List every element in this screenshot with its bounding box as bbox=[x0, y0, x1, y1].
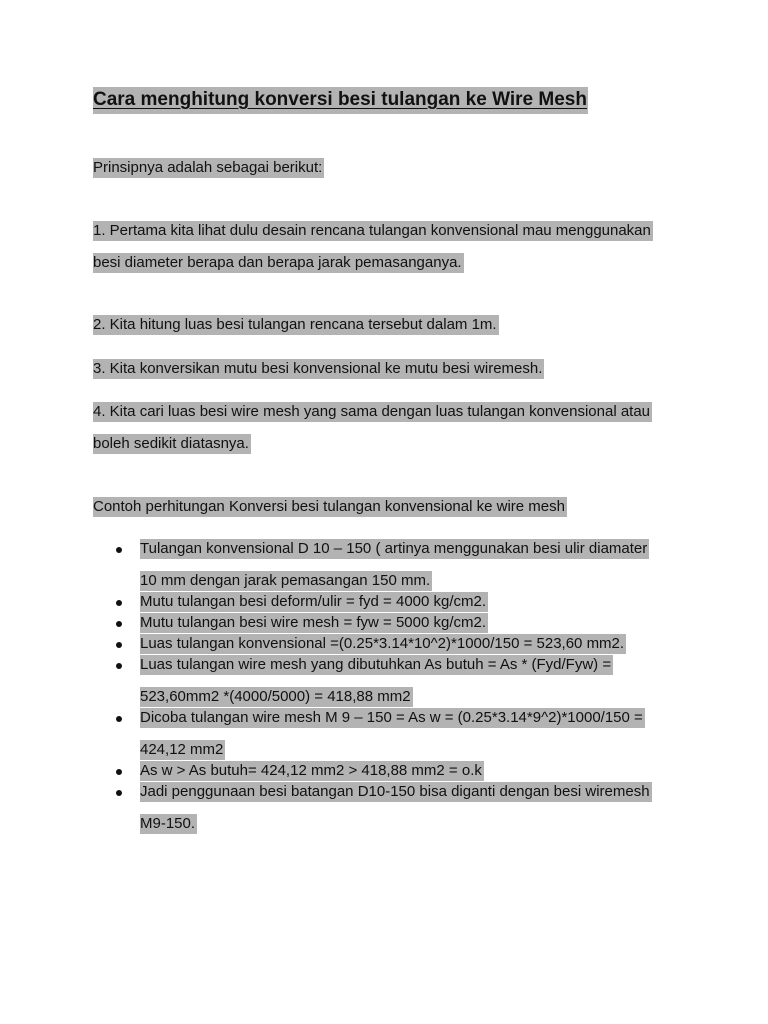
bullet-dot-1 bbox=[116, 547, 122, 553]
step-4-line-2-text: boleh sedikit diatasnya. bbox=[93, 435, 249, 452]
bullet-dot-3 bbox=[116, 621, 122, 627]
bullet-6-line-1-text: Dicoba tulangan wire mesh M 9 – 150 = As w = (0.25*3.14*9^2)*1000/150 = bbox=[140, 709, 643, 726]
title-text: Cara menghitung konversi besi tulangan ke Wire Mesh bbox=[93, 87, 588, 114]
example-heading bbox=[93, 498, 567, 515]
intro-highlight: Prinsipnya adalah sebagai berikut: bbox=[93, 159, 323, 176]
bullet-8-line-1-text: Jadi penggunaan besi batangan D10-150 bisa diganti dengan besi wiremesh bbox=[140, 783, 650, 800]
step-1-line-2 bbox=[93, 254, 464, 271]
bullet-8-line-1 bbox=[140, 783, 652, 800]
step-1-line-2-text: besi diameter berapa dan berapa jarak pemasanganya. bbox=[93, 254, 462, 271]
bullet-4-line-1-text: Luas tulangan konvensional =(0.25*3.14*10^2)*1000/150 = 523,60 mm2. bbox=[140, 635, 625, 652]
step-4-line-1-text: 4. Kita cari luas besi wire mesh yang sama dengan luas tulangan konvensional atau bbox=[93, 403, 651, 420]
document-title bbox=[93, 89, 588, 111]
bullet-dot-8 bbox=[116, 790, 122, 796]
bullet-dot-2 bbox=[116, 600, 122, 606]
bullet-7-line-1 bbox=[140, 762, 484, 779]
bullet-1-line-1 bbox=[140, 540, 649, 557]
step-2-line-1 bbox=[93, 316, 499, 333]
bullet-1-line-1-text: Tulangan konvensional D 10 – 150 ( artinya menggunakan besi ulir diamater bbox=[140, 540, 648, 557]
bullet-6-line-2 bbox=[140, 741, 225, 758]
bullet-dot-5 bbox=[116, 663, 122, 669]
bullet-5-line-1-text: Luas tulangan wire mesh yang dibutuhkan As butuh = As * (Fyd/Fyw) = bbox=[140, 656, 612, 673]
bullet-1-line-2 bbox=[140, 572, 432, 589]
bullet-8-line-2 bbox=[140, 815, 197, 832]
bullet-5-line-2-text: 523,60mm2 *(4000/5000) = 418,88 mm2 bbox=[140, 688, 411, 705]
bullet-1-line-2-text: 10 mm dengan jarak pemasangan 150 mm. bbox=[140, 572, 431, 589]
intro-text bbox=[93, 159, 324, 176]
bullet-3-line-1-text: Mutu tulangan besi wire mesh = fyw = 5000 kg/cm2. bbox=[140, 614, 487, 631]
bullet-2-line-1 bbox=[140, 593, 488, 610]
bullet-7-line-1-text: As w > As butuh= 424,12 mm2 > 418,88 mm2 = o.k bbox=[140, 762, 482, 779]
bullet-6-line-2-text: 424,12 mm2 bbox=[140, 741, 224, 758]
step-3-line-1 bbox=[93, 360, 544, 377]
bullet-dot-6 bbox=[116, 716, 122, 722]
step-3-line-1-text: 3. Kita konversikan mutu besi konvensional ke mutu besi wiremesh. bbox=[93, 360, 543, 377]
bullet-6-line-1 bbox=[140, 709, 645, 726]
bullet-5-line-2 bbox=[140, 688, 413, 705]
bullet-4-line-1 bbox=[140, 635, 626, 652]
step-4-line-2 bbox=[93, 435, 251, 452]
step-1-line-1 bbox=[93, 222, 653, 239]
bullet-5-line-1 bbox=[140, 656, 613, 673]
bullet-3-line-1 bbox=[140, 614, 488, 631]
bullet-2-line-1-text: Mutu tulangan besi deform/ulir = fyd = 4000 kg/cm2. bbox=[140, 593, 487, 610]
bullet-8-line-2-text: M9-150. bbox=[140, 815, 196, 832]
bullet-dot-4 bbox=[116, 642, 122, 648]
step-4-line-1 bbox=[93, 403, 652, 420]
bullet-dot-7 bbox=[116, 769, 122, 775]
step-1-line-1-text: 1. Pertama kita lihat dulu desain rencana tulangan konvensional mau menggunakan bbox=[93, 222, 651, 239]
example-heading-text: Contoh perhitungan Konversi besi tulangan konvensional ke wire mesh bbox=[93, 498, 565, 515]
step-2-line-1-text: 2. Kita hitung luas besi tulangan rencana tersebut dalam 1m. bbox=[93, 316, 497, 333]
